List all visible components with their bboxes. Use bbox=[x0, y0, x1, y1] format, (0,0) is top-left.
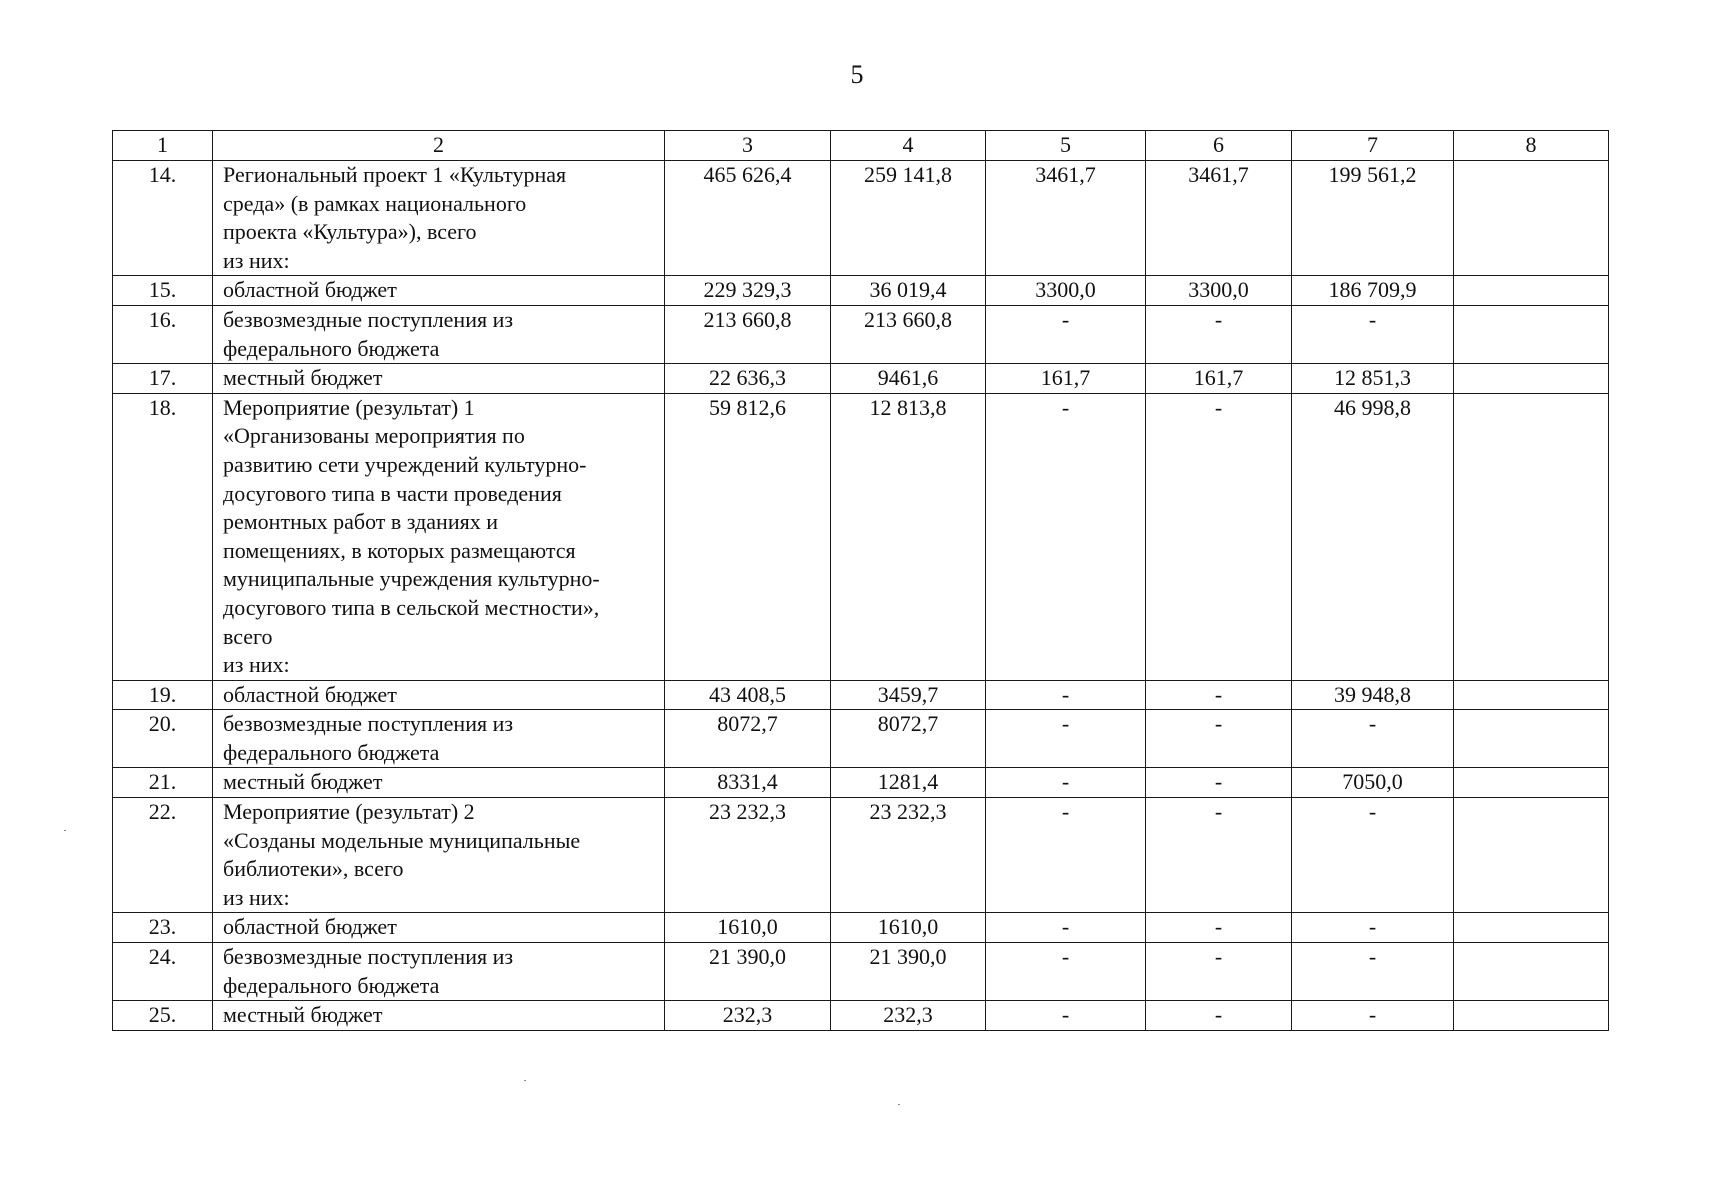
cell-col-6: - bbox=[1146, 913, 1292, 943]
cell-col-8 bbox=[1454, 305, 1609, 363]
cell-col-4: 1610,0 bbox=[831, 913, 986, 943]
cell-col-6: 3461,7 bbox=[1146, 161, 1292, 276]
cell-col-7: 186 709,9 bbox=[1292, 276, 1454, 306]
cell-col-6: - bbox=[1146, 710, 1292, 768]
row-number: 14. bbox=[113, 161, 213, 276]
cell-col-6: - bbox=[1146, 768, 1292, 798]
row-description: безвозмездные поступления из федерального бюджета bbox=[213, 943, 665, 1001]
cell-col-8 bbox=[1454, 710, 1609, 768]
cell-col-7: - bbox=[1292, 710, 1454, 768]
table-row bbox=[113, 1001, 1609, 1031]
row-number: 25. bbox=[113, 1001, 213, 1031]
row-description: областной бюджет bbox=[213, 913, 665, 943]
cell-col-5: - bbox=[986, 1001, 1146, 1031]
row-number: 17. bbox=[113, 364, 213, 394]
cell-col-3: 213 660,8 bbox=[665, 305, 831, 363]
cell-col-3: 21 390,0 bbox=[665, 943, 831, 1001]
row-description: безвозмездные поступления из федерального бюджета bbox=[213, 305, 665, 363]
cell-col-8 bbox=[1454, 161, 1609, 276]
table-row bbox=[113, 798, 1609, 913]
cell-col-5: 3461,7 bbox=[986, 161, 1146, 276]
table-row bbox=[113, 393, 1609, 680]
cell-col-3: 8331,4 bbox=[665, 768, 831, 798]
cell-col-8 bbox=[1454, 393, 1609, 680]
cell-col-5: - bbox=[986, 798, 1146, 913]
cell-col-5: - bbox=[986, 943, 1146, 1001]
row-number: 20. bbox=[113, 710, 213, 768]
row-description: Региональный проект 1 «Культурная среда» (в рамках национального проекта «Культура»), всего из них: bbox=[213, 161, 665, 276]
cell-col-4: 12 813,8 bbox=[831, 393, 986, 680]
cell-col-5: - bbox=[986, 710, 1146, 768]
cell-col-6: - bbox=[1146, 393, 1292, 680]
column-header: 2 bbox=[213, 131, 665, 161]
cell-col-8 bbox=[1454, 680, 1609, 710]
row-number: 23. bbox=[113, 913, 213, 943]
cell-col-6: - bbox=[1146, 798, 1292, 913]
column-header: 8 bbox=[1454, 131, 1609, 161]
cell-col-4: 23 232,3 bbox=[831, 798, 986, 913]
cell-col-3: 229 329,3 bbox=[665, 276, 831, 306]
table-row bbox=[113, 305, 1609, 363]
table-row bbox=[113, 768, 1609, 798]
page-number: 5 bbox=[850, 60, 864, 89]
column-header: 1 bbox=[113, 131, 213, 161]
table-row bbox=[113, 913, 1609, 943]
cell-col-5: - bbox=[986, 305, 1146, 363]
table-row bbox=[113, 161, 1609, 276]
table-row bbox=[113, 364, 1609, 394]
cell-col-5: 161,7 bbox=[986, 364, 1146, 394]
cell-col-7: 39 948,8 bbox=[1292, 680, 1454, 710]
row-description: местный бюджет bbox=[213, 768, 665, 798]
cell-col-8 bbox=[1454, 768, 1609, 798]
row-number: 18. bbox=[113, 393, 213, 680]
cell-col-7: 46 998,8 bbox=[1292, 393, 1454, 680]
row-number: 15. bbox=[113, 276, 213, 306]
cell-col-3: 465 626,4 bbox=[665, 161, 831, 276]
cell-col-7: - bbox=[1292, 305, 1454, 363]
cell-col-8 bbox=[1454, 1001, 1609, 1031]
cell-col-4: 36 019,4 bbox=[831, 276, 986, 306]
cell-col-6: - bbox=[1146, 305, 1292, 363]
cell-col-3: 59 812,6 bbox=[665, 393, 831, 680]
column-header: 5 bbox=[986, 131, 1146, 161]
column-header: 3 bbox=[665, 131, 831, 161]
scan-speck bbox=[898, 1104, 900, 1105]
row-number: 16. bbox=[113, 305, 213, 363]
cell-col-7: 7050,0 bbox=[1292, 768, 1454, 798]
cell-col-7: - bbox=[1292, 913, 1454, 943]
cell-col-5: - bbox=[986, 768, 1146, 798]
table-row bbox=[113, 276, 1609, 306]
cell-col-4: 8072,7 bbox=[831, 710, 986, 768]
table-row bbox=[113, 680, 1609, 710]
row-number: 22. bbox=[113, 798, 213, 913]
cell-col-5: - bbox=[986, 680, 1146, 710]
cell-col-4: 232,3 bbox=[831, 1001, 986, 1031]
cell-col-3: 22 636,3 bbox=[665, 364, 831, 394]
row-number: 21. bbox=[113, 768, 213, 798]
row-description: местный бюджет bbox=[213, 364, 665, 394]
cell-col-4: 1281,4 bbox=[831, 768, 986, 798]
cell-col-7: 12 851,3 bbox=[1292, 364, 1454, 394]
row-description: безвозмездные поступления из федерального бюджета bbox=[213, 710, 665, 768]
row-description: местный бюджет bbox=[213, 1001, 665, 1031]
cell-col-5: - bbox=[986, 913, 1146, 943]
cell-col-4: 3459,7 bbox=[831, 680, 986, 710]
table-row bbox=[113, 943, 1609, 1001]
cell-col-3: 8072,7 bbox=[665, 710, 831, 768]
row-description: Мероприятие (результат) 1 «Организованы мероприятия по развитию сети учреждений культурно- досугового типа в части проведения ремонтных работ в зданиях и помещениях, в которых размещаются муниципальные учреждения культурно- досугового типа в сельской местности», всего из них: bbox=[213, 393, 665, 680]
cell-col-7: - bbox=[1292, 1001, 1454, 1031]
row-number: 19. bbox=[113, 680, 213, 710]
row-description: областной бюджет bbox=[213, 680, 665, 710]
scan-speck bbox=[524, 1080, 526, 1081]
table-header-row bbox=[113, 131, 1609, 161]
cell-col-8 bbox=[1454, 276, 1609, 306]
row-description: областной бюджет bbox=[213, 276, 665, 306]
column-header: 7 bbox=[1292, 131, 1454, 161]
cell-col-5: - bbox=[986, 393, 1146, 680]
cell-col-7: - bbox=[1292, 943, 1454, 1001]
row-description: Мероприятие (результат) 2 «Созданы модельные муниципальные библиотеки», всего из них: bbox=[213, 798, 665, 913]
cell-col-6: 3300,0 bbox=[1146, 276, 1292, 306]
budget-table bbox=[112, 130, 1609, 1031]
cell-col-6: - bbox=[1146, 1001, 1292, 1031]
cell-col-8 bbox=[1454, 798, 1609, 913]
cell-col-8 bbox=[1454, 364, 1609, 394]
cell-col-3: 232,3 bbox=[665, 1001, 831, 1031]
scan-speck bbox=[64, 830, 66, 831]
cell-col-7: 199 561,2 bbox=[1292, 161, 1454, 276]
cell-col-4: 9461,6 bbox=[831, 364, 986, 394]
table-row bbox=[113, 710, 1609, 768]
cell-col-3: 23 232,3 bbox=[665, 798, 831, 913]
cell-col-6: - bbox=[1146, 680, 1292, 710]
cell-col-3: 1610,0 bbox=[665, 913, 831, 943]
cell-col-5: 3300,0 bbox=[986, 276, 1146, 306]
cell-col-4: 259 141,8 bbox=[831, 161, 986, 276]
column-header: 4 bbox=[831, 131, 986, 161]
cell-col-6: - bbox=[1146, 943, 1292, 1001]
cell-col-8 bbox=[1454, 943, 1609, 1001]
cell-col-8 bbox=[1454, 913, 1609, 943]
cell-col-3: 43 408,5 bbox=[665, 680, 831, 710]
cell-col-7: - bbox=[1292, 798, 1454, 913]
cell-col-4: 213 660,8 bbox=[831, 305, 986, 363]
cell-col-4: 21 390,0 bbox=[831, 943, 986, 1001]
column-header: 6 bbox=[1146, 131, 1292, 161]
row-number: 24. bbox=[113, 943, 213, 1001]
cell-col-6: 161,7 bbox=[1146, 364, 1292, 394]
